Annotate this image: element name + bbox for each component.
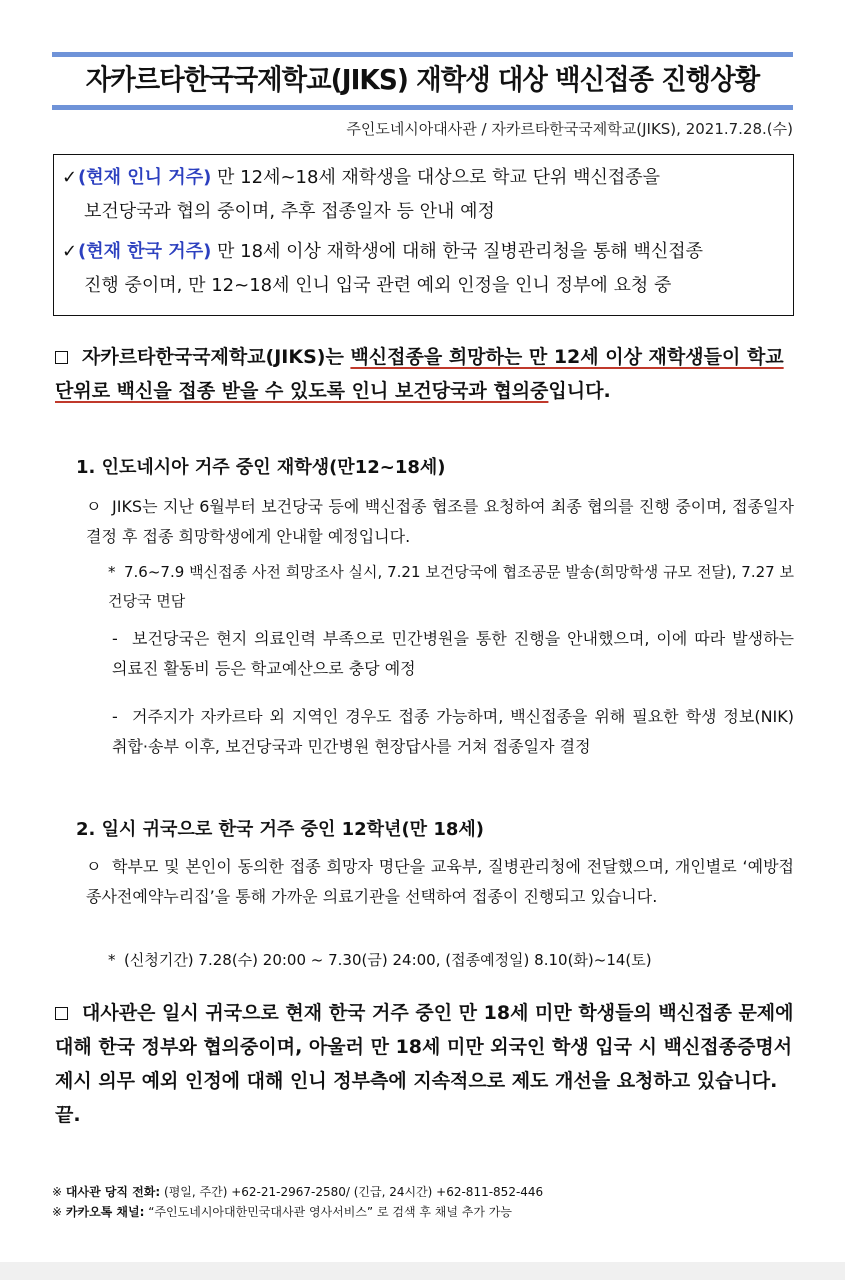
dash-item-residence [112,702,794,762]
section-jiks-underlined: 백신접종을 희망하는 만 12세 이상 재학생들이 학교 단위로 백신을 접종 받을 수 있도록 인니 보건당국과 협의중 [55,346,784,402]
title-bottom-rule [52,105,793,110]
dash-icon: - [112,707,118,726]
paragraph-text: JIKS는 지난 6월부터 보건당국 등에 백신접종 협조를 요청하여 최종 협의를 진행 중이며, 접종일자 결정 후 접종 희망학생에게 안내할 예정입니다. [86,497,794,546]
bottom-strip [0,1262,845,1280]
summary-label: (현재 인니 거주) [78,167,212,188]
dash-text: 보건당국은 현지 의료인력 부족으로 민간병원을 통한 진행을 안내했으며, 이에 따라 발생하는 의료진 활동비 등은 학교예산으로 충당 예정 [112,629,794,678]
asterisk-icon: * [108,951,116,969]
subheading-korea: 2. 일시 귀국으로 한국 거주 중인 12학년(만 18세) [76,819,484,840]
section-embassy-text: 대사관은 일시 귀국으로 현재 한국 거주 중인 만 18세 미만 학생들의 백신접종 문제에 대해 한국 정부와 협의중이며, 아울러 만 18세 미만 외국인 학생 입국 시 백신접종증명서 제시 의무 예외 인정에 대해 인니 정부측에 지속적으로 제도 개선을 요청하고 있습니다. 끝. [55,1002,794,1126]
note-application-period [108,946,794,975]
footer-kakao-label: 카카오톡 채널: [65,1205,145,1219]
footer-phone-label: 대사관 당직 전화: [65,1185,161,1199]
title-top-rule [52,52,793,57]
reference-mark-icon: ※ [52,1185,63,1199]
dash-icon: - [112,629,118,648]
summary-text: 만 18세 이상 재학생에 대해 한국 질병관리청을 통해 백신접종 [211,241,704,262]
summary-text: 만 12세~18세 재학생을 대상으로 학교 단위 백신접종을 [211,167,661,188]
square-bullet-icon [55,351,68,364]
section-embassy [55,996,795,1132]
page-title: 자카르타한국국제학교(JIKS) 재학생 대상 백신접종 진행상황 [85,63,760,96]
circle-bullet-icon: ㅇ [86,857,102,876]
dash-text: 거주지가 자카르타 외 지역인 경우도 접종 가능하며, 백신접종을 위해 필요한 학생 정보(NIK) 취합·송부 이후, 보건당국과 민간병원 현장답사를 거쳐 접종일자 결정 [112,707,794,756]
paragraph-text: 학부모 및 본인이 동의한 접종 희망자 명단을 교육부, 질병관리청에 전달했으며, 개인별로 ‘예방접종사전예약누리집’을 통해 가까운 의료기관을 선택하여 접종이 진행되고 있습니다. [86,857,794,906]
square-bullet-icon [55,1007,68,1020]
byline: 주인도네시아대사관 / 자카르타한국국제학교(JIKS), 2021.7.28.(수) [346,120,793,138]
summary-label: (현재 한국 거주) [78,241,212,262]
summary-text-cont: 보건당국과 협의 중이며, 추후 접종일자 등 안내 예정 [84,201,495,222]
subheading-indonesia: 1. 인도네시아 거주 중인 재학생(만12~18세) [76,457,446,478]
note-text: (신청기간) 7.28(수) 20:00 ~ 7.30(금) 24:00, (접종예정일) 8.10(화)~14(토) [124,951,652,969]
dash-item-private-hospital [112,624,794,684]
footer-phone [52,1182,543,1202]
section-jiks-prefix: 자카르타한국국제학교(JIKS)는 [82,346,351,368]
footer-kakao-text: “주인도네시아대한민국대사관 영사서비스” 로 검색 후 채널 추가 가능 [144,1205,512,1219]
footer-phone-text: (평일, 주간) +62-21-2967-2580/ (긴급, 24시간) +62-811-852-446 [160,1185,544,1199]
asterisk-icon: * [108,563,116,581]
summary-box [53,154,794,316]
footer-kakao [52,1202,512,1222]
note-timeline [108,558,794,616]
circle-bullet-icon: ㅇ [86,497,102,516]
paragraph-korea-progress [86,852,794,912]
paragraph-jiks-progress [86,492,794,552]
summary-item-indonesia [62,161,784,229]
reference-mark-icon: ※ [52,1205,63,1219]
section-jiks-suffix: 입니다. [548,380,611,402]
summary-item-korea [62,235,784,303]
section-jiks [55,340,795,408]
summary-text-cont: 진행 중이며, 만 12~18세 인니 입국 관련 예외 인정을 인니 정부에 요청 중 [84,275,672,296]
check-icon: ✓ [62,241,78,262]
check-icon: ✓ [62,167,78,188]
note-text: 7.6~7.9 백신접종 사전 희망조사 실시, 7.21 보건당국에 협조공문 발송(희망학생 규모 전달), 7.27 보건당국 면담 [108,563,794,610]
